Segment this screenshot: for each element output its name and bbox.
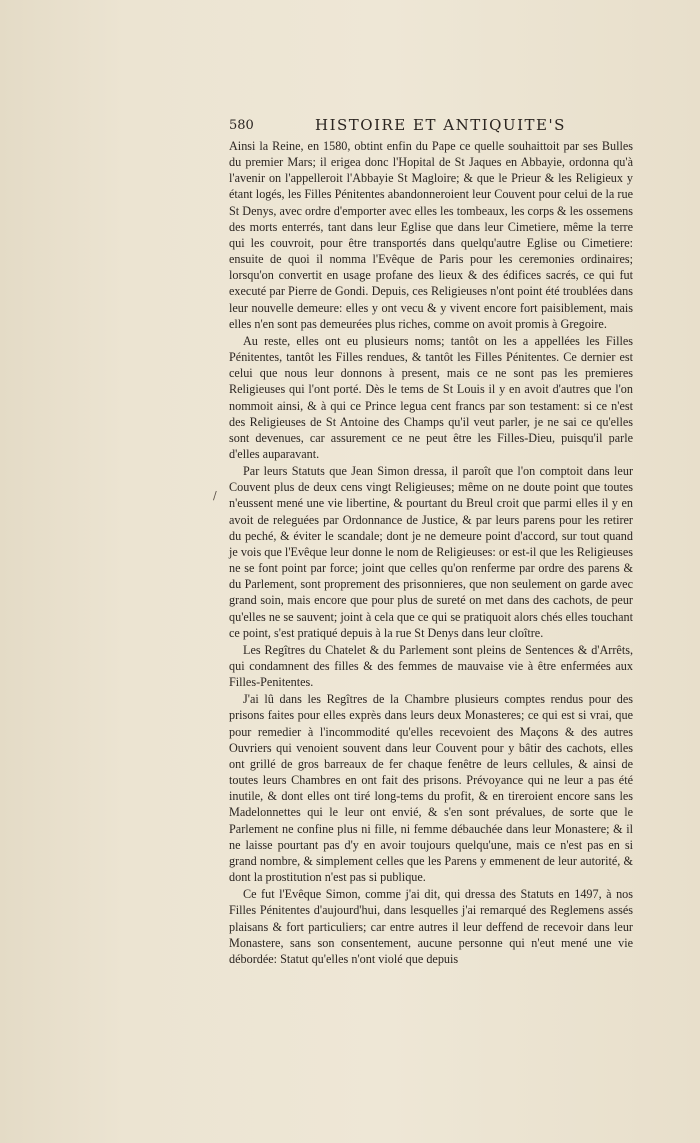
paragraph: Les Regîtres du Chatelet & du Parlement sont pleins de Sentences & d'Arrêts, qui condamnent des filles & des femmes de mauvaise vie à être enfermées aux Filles-Penitentes.	[229, 642, 633, 690]
paragraph: Ce fut l'Evêque Simon, comme j'ai dit, qui dressa des Statuts en 1497, à nos Filles Pénitentes d'aujourd'hui, dans lesquelles j'ai remarqué des Reglemens assés plaisans & fort particuliers; car entre autres il leur deffend de recevoir dans leur Monastere, sans son consentement, aucune personne qui n'eut mené une vie débordée: Statut qu'elles n'ont violé que depuis	[229, 887, 633, 966]
page-number: 580	[229, 118, 254, 133]
paragraph: Par leurs Statuts que Jean Simon dressa, il paroît que l'on comptoit dans leur Couvent plus de deux cens vingt Religieuses; même on ne doute point que toutes n'eussent mené une vie libertine, & pourtant du Breul croit que parmi elles il y en avoit de releguées par Ordonnance de Justice, & par leurs parens pour les retirer du peché, & éviter le scandale; dont je ne demeure point d'accord, sur tout quand je vois que l'Evêque leur donne le nom de Religieuses: or est-il que les Religieuses ne se font point par force; joint que celles qu'on renferme par ordre des parens & du Parlement, sont proprement des prisonnieres, que non seulement on garde avec grand soin, mais encore que pour plus de sureté on met dans des cachots, de peur qu'elles ne se sauvent; joint à cela que ce qui se pratiquoit alors chés elles touchant ce point, s'est pratiqué depuis à la rue St Denys dans leur cloître.	[229, 464, 633, 640]
paragraph: J'ai lû dans les Regîtres de la Chambre plusieurs comptes rendus pour des prisons faites pour elles exprès dans leurs deux Monasteres; ce qui est si vrai, que pour remedier à l'incommodité qu'elles recevoient des Maçons & des autres Ouvriers qui venoient souvent dans leur Couvent pour y bâtir des cachots, elles ont grillé de gros barreaux de fer chaque fenêtre de leurs cellules, & ainsi de toutes leurs Chambres en ont fait des prisons. Prévoyance qui ne leur a pas été inutile, & dont elles ont tiré long-tems du profit, & en tireroient encore sans les Madelonnettes qui le leur ont envié, & s'en sont prévalues, de sorte que le Parlement ne confine plus ni fille, ni femme débauchée dans leur Monastere; & il ne laisse pourtant pas d'y en avoir toujours quelqu'une, mais ce n'est pas en si grand nombre, & simplement celles que les Parens y emmenent de leur autorité, & dont la prostitution n'est pas si publique.	[229, 692, 633, 885]
page-header	[229, 116, 633, 136]
running-title: HISTOIRE ET ANTIQUITE'S	[315, 116, 566, 134]
margin-mark: /	[213, 489, 217, 502]
body-text	[229, 138, 633, 968]
paragraph: Au reste, elles ont eu plusieurs noms; tantôt on les a appellées les Filles Pénitentes, tantôt les Filles rendues, & tantôt les Filles Pénitentes. Ce dernier est celui que nous leur donnons à present, mais ce ne sont pas les premieres Religieuses qui l'ont porté. Dès le tems de St Louis il y en avoit d'autres que l'on nommoit ainsi, & à qui ce Prince legua cent francs par son testament: si ce n'est des Religieuses de St Antoine des Champs qu'il veut parler, je ne sai ce qu'elles sont devenues, car assurement ce ne peut être les Filles-Dieu, puisqu'il parle d'elles auparavant.	[229, 333, 633, 461]
paragraph: Ainsi la Reine, en 1580, obtint enfin du Pape ce quelle souhaittoit par ses Bulles du premier Mars; il erigea donc l'Hopital de St Jaques en Abbayie, ordonna qu'à l'avenir on l'appelleroit l'Abbayie St Magloire; & que le Prieur & les Religieux y étant logés, les Filles Pénitentes abandonneroient leur Couvent pour celui de la rue St Denys, avec ordre d'emporter avec elles les tombeaux, les corps & les ossemens des morts enterrés, tant dans leur Eglise que dans leur Cimetiere, même la terre qui les couvroit, pour être transportés dans quelqu'autre Eglise ou Cimetiere: ensuite de quoi il nomma l'Evêque de Paris pour les ceremonies ordinaires; lorsqu'on convertit en usage profane des lieux & des édifices sacrés, ce qui fut executé par Pierre de Gondi. Depuis, ces Religieuses n'ont point été troublées dans leur nouvelle demeure: elles y ont vecu & y vivent encore fort paisiblement, mais elles n'en sont pas demeurées plus riches, comme on avoit promis à Gregoire.	[229, 139, 633, 331]
